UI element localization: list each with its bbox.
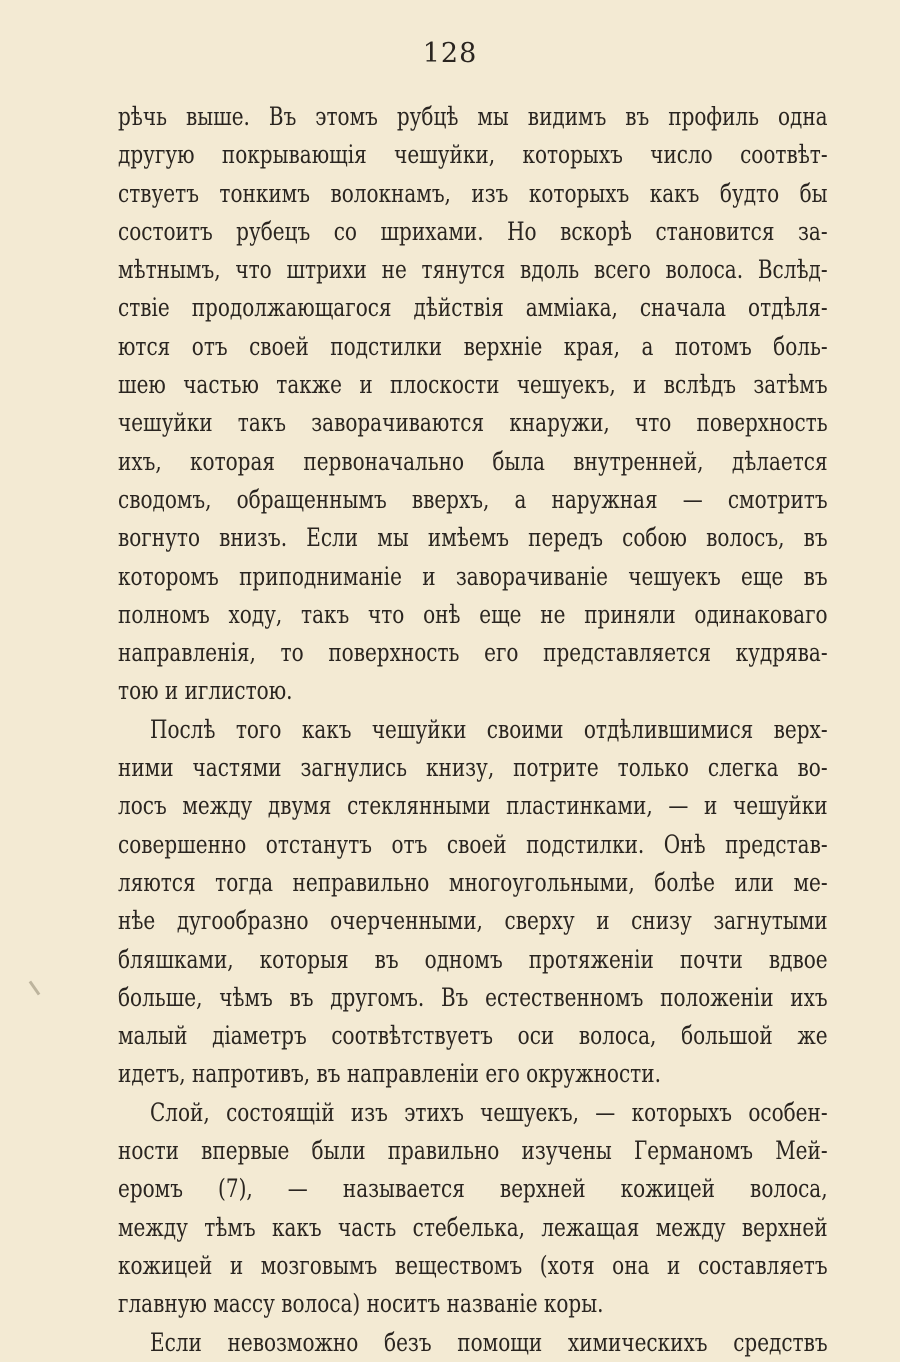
text-line: рѣчь выше. Въ этомъ рубцѣ мы видимъ въ профиль одна: [118, 102, 828, 131]
text-line: нѣе дугообразно очерченными, сверху и снизу загнутыми: [118, 906, 828, 936]
text-line: тою и иглистою.: [118, 676, 293, 706]
text-line: состоитъ рубецъ со шрихами. Но вскорѣ становится за-: [118, 216, 828, 246]
text-line: ются отъ своей подстилки верхніе края, а потомъ боль-: [118, 331, 828, 361]
text-line: ствуетъ тонкимъ волокнамъ, изъ которыхъ какъ будто бы: [118, 178, 828, 208]
page-number: 128: [422, 38, 478, 69]
text-line: мѣтнымъ, что штрихи не тянутся вдоль всего волоса. Вслѣд-: [118, 255, 828, 285]
text-line: которомъ приподниманіе и заворачиваніе чешуекъ еще въ: [118, 561, 828, 591]
text-line: полномъ ходу, такъ что онѣ еще не приняли одинаковаго: [118, 599, 828, 629]
text-line: между тѣмъ какъ часть стебелька, лежащая между верхней: [118, 1212, 828, 1242]
text-line: ляются тогда неправильно многоугольными, болѣе или ме-: [118, 867, 828, 897]
text-line: шею частью также и плоскости чешуекъ, и вслѣдъ затѣмъ: [118, 370, 828, 400]
text-line: ности впервые были правильно изучены Германомъ Мей-: [118, 1136, 828, 1166]
text-line: малый діаметръ соотвѣтствуетъ оси волоса, большой же: [118, 1021, 828, 1051]
body-text: [118, 98, 828, 1362]
text-line: больше, чѣмъ въ другомъ. Въ естественномъ положеніи ихъ: [118, 982, 828, 1012]
text-line: совершенно отстанутъ отъ своей подстилки. Онѣ представ-: [118, 829, 828, 859]
text-line: лосъ между двумя стеклянными пластинками, — и чешуйки: [118, 791, 828, 821]
text-line: ствіе продолжающагося дѣйствія амміака, сначала отдѣля-: [118, 293, 828, 323]
text-line: вогнуто внизъ. Если мы имѣемъ передъ собою волосъ, въ: [118, 523, 828, 553]
text-line: бляшками, которыя въ одномъ протяженіи почти вдвое: [118, 944, 828, 974]
text-line: Если невозможно безъ помощи химическихъ средствъ: [150, 1327, 828, 1357]
text-line: идетъ, напротивъ, въ направленіи его окружности.: [118, 1059, 661, 1089]
text-line: главную массу волоса) носитъ названіе коры.: [118, 1289, 604, 1319]
text-line: Слой, состоящій изъ этихъ чешуекъ, — которыхъ особен-: [150, 1097, 828, 1127]
text-line: направленія, то поверхность его представляется кудрява-: [118, 638, 828, 668]
text-line: Послѣ того какъ чешуйки своими отдѣлившимися верх-: [150, 714, 828, 744]
paper-speck: [29, 981, 41, 996]
text-line: еромъ (7), — называется верхней кожицей волоса,: [118, 1174, 828, 1204]
text-line: чешуйки такъ заворачиваются кнаружи, что поверхность: [118, 408, 828, 438]
text-line: ними частями загнулись книзу, потрите только слегка во-: [118, 753, 828, 783]
text-line: ихъ, которая первоначально была внутренней, дѣлается: [118, 446, 828, 476]
text-line: сводомъ, обращеннымъ вверхъ, а наружная — смотритъ: [118, 484, 828, 514]
text-line: другую покрывающія чешуйки, которыхъ число соотвѣт-: [118, 140, 828, 170]
text-line: кожицей и мозговымъ веществомъ (хотя она и составляетъ: [118, 1250, 828, 1280]
